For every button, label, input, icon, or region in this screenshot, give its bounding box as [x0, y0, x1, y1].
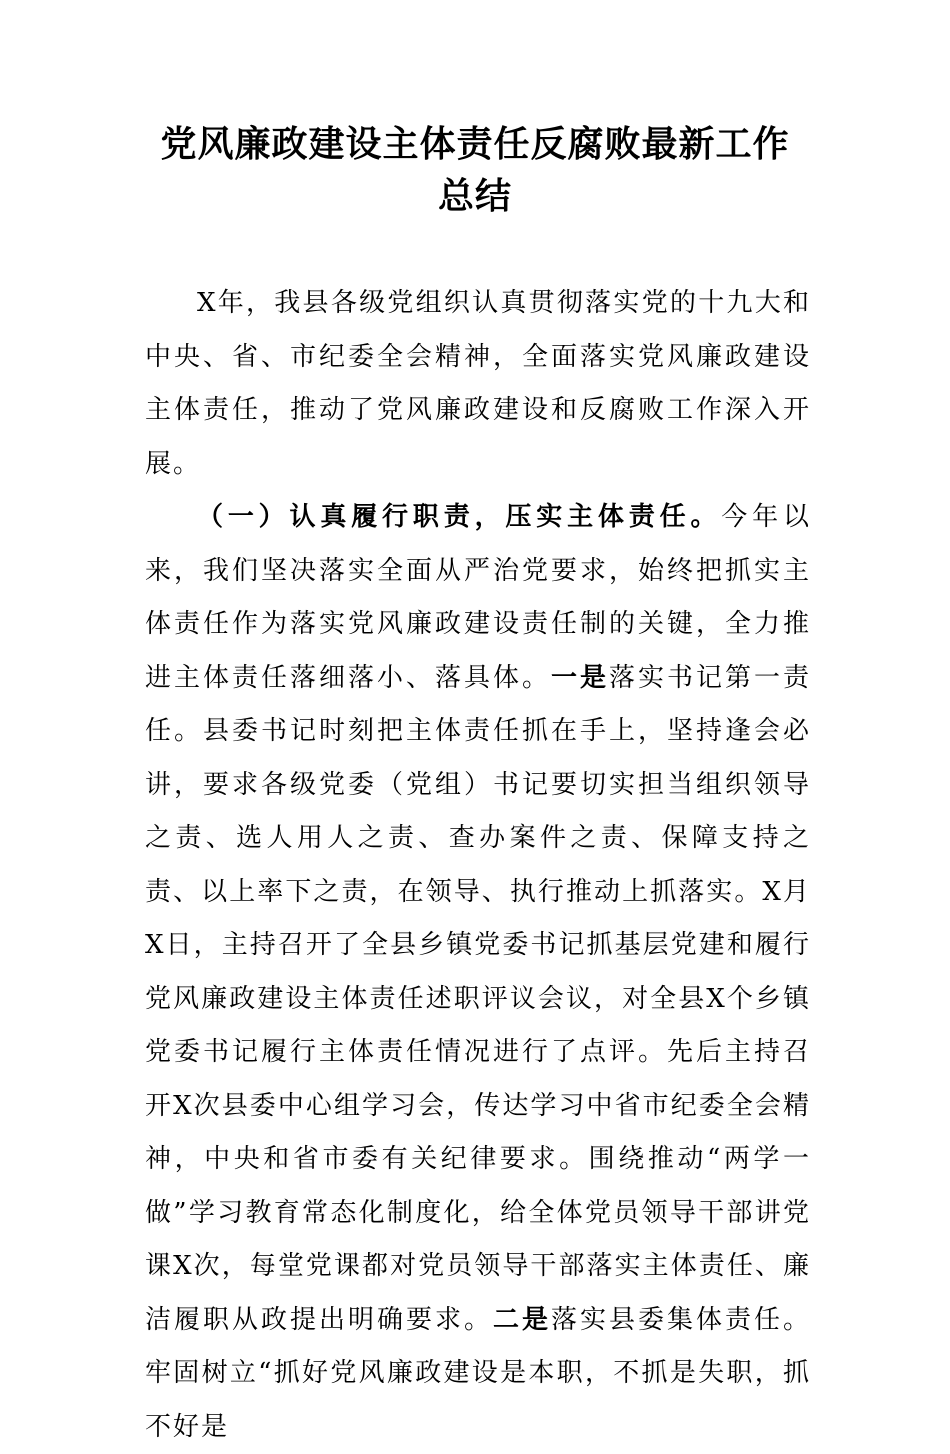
intro-paragraph: X年，我县各级党组织认真贯彻落实党的十九大和中央、省、市纪委全会精神，全面落实党风廉政建设主体责任，推动了党风廉政建设和反腐败工作深入开展。 [145, 288, 811, 479]
section-1-text-b: 落实书记第一责任。县委书记时刻把主体责任抓在手上，坚持逢会必讲，要求各级党委（党组）书记要切实担当组织领导之责、选人用人之责、查办案件之责、保障支持之责、以上率下之责，在领导、执行推动上抓落实。X月X日，主持召开了全县乡镇党委书记抓基层党建和履行党风廉政建设主体责任述职评议会议，对全县X个乡镇党委书记履行主体责任情况进行了点评。先后主持召开X次县委中心组学习会，传达学习中省市纪委全会精神，中央和省市委有关纪律要求。围绕推动“两学一做”学习教育常态化制度化，给全体党员领导干部讲党课X次，每堂党课都对党员领导干部落实主体责任、廉洁履职从政提出明确要求。 [145, 662, 811, 1335]
section-1-paragraph [145, 491, 811, 1454]
document-title: 党风廉政建设主体责任反腐败最新工作总结 [160, 123, 790, 217]
section-1-text-a: 今年以来，我们坚决落实全面从严治党要求，始终把抓实主体责任作为落实党风廉政建设责任制的关键，全力推进主体责任落细落小、落具体。 [145, 502, 811, 693]
point-1-label: 一是 [550, 662, 609, 693]
document-body [145, 277, 811, 1454]
section-1-heading: （一）认真履行职责，压实主体责任。 [197, 502, 722, 532]
point-2-label: 二是 [492, 1304, 551, 1335]
section-1-text-c: 落实县委集体责任。牢固树立“抓好党风廉政建设是本职，不抓是失职，抓不好是 [145, 1304, 811, 1442]
